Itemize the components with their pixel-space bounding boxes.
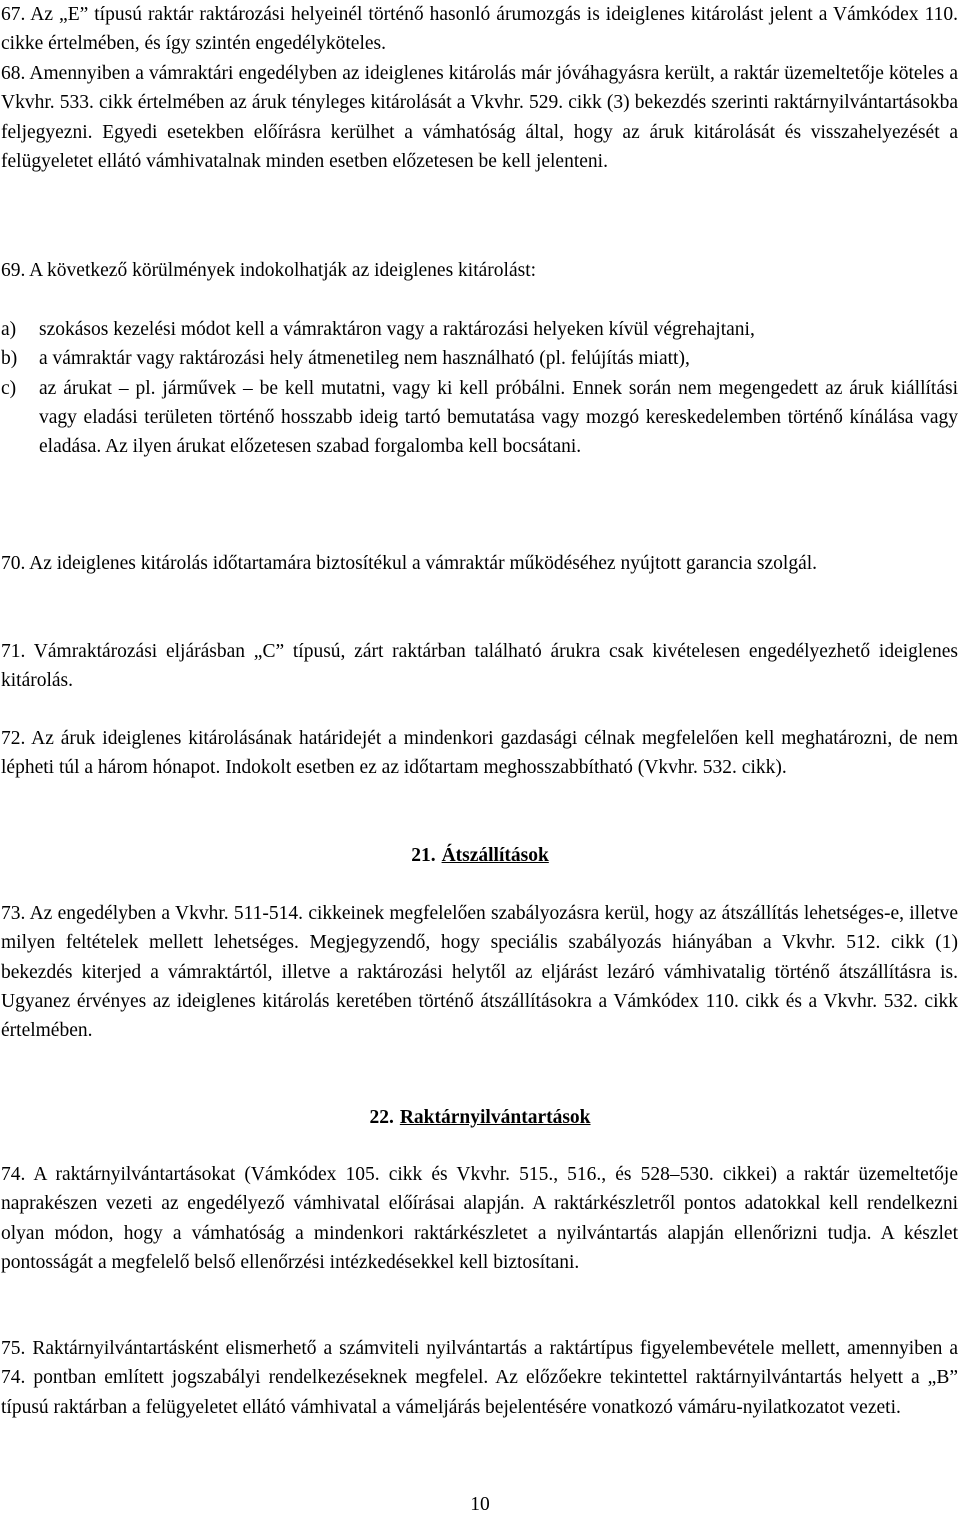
section-title: Raktárnyilvántartások	[399, 1107, 591, 1128]
section-heading-21	[0, 841, 960, 870]
list-item-label: b)	[1, 348, 18, 370]
section-heading-22	[0, 1103, 960, 1132]
section-number: 21.	[411, 845, 436, 866]
section-title: Átszállítások	[441, 845, 549, 866]
paragraph-73: 73. Az engedélyben a Vkvhr. 511-514. cikkeinek megfelelően szabályozásra kerül, hogy az átszállítás lehetséges-e, illetve milyen feltételek mellett lehetséges. Megjegyzendő, hogy speciális szabályozás hiányában a Vkvhr. 512. cikk (1) bekezdés kiterjed a vámraktártól, illetve a raktározási helytől az eljárást lezáró vámhivatalig történő átszállításra is. Ugyanez érvényes az ideiglenes kitárolás keretében történő átszállításokra a Vámkódex 110. cikk és a Vkvhr. 532. cikk értelmében.	[1, 903, 958, 1042]
paragraph-69: 69. A következő körülmények indokolhatják az ideiglenes kitárolást:	[1, 260, 537, 281]
list-item	[1, 315, 958, 344]
paragraph-71: 71. Vámraktározási eljárásban „C” típusú, zárt raktárban található árukra csak kivételesen engedélyezhető ideiglenes kitárolás.	[1, 641, 958, 692]
paragraph-74: 74. A raktárnyilvántartásokat (Vámkódex 105. cikk és Vkvhr. 515., 516., és 528–530. cikkei) a raktár üzemeltetője naprakészen vezeti az engedélyező vámhivatal előírásai alapján. A raktárkészletről pontos adatokkal kell rendelkezni olyan módon, hogy a vámhatóság a mindenkori raktárkészletet a nyilvántartás alapján ellenőrizni tudja. A készlet pontosságát a megfelelő belső ellenőrzési intézkedésekkel kell biztosítani.	[1, 1164, 958, 1273]
paragraph-72: 72. Az áruk ideiglenes kitárolásának határidejét a mindenkori gazdasági célnak megfelelően kell meghatározni, de nem lépheti túl a három hónapot. Indokolt esetben ez az időtartam meghosszabbítható (Vkvhr. 532. cikk).	[1, 728, 958, 779]
list-item	[1, 374, 958, 462]
paragraph-75: 75. Raktárnyilvántartásként elismerhető a számviteli nyilvántartás a raktártípus figyelembevétele mellett, amennyiben a 74. pontban említett jogszabályi rendelkezéseknek megfelel. Az előzőekre tekintettel raktárnyilvántartás helyett a „B” típusú raktárban a felügyeletet ellátó vámhivatal a vámeljárás bejelentésére vonatkozó vámáru-nyilatkozatot vezeti.	[1, 1338, 958, 1418]
list-item	[1, 344, 958, 373]
section-number: 22.	[369, 1107, 394, 1128]
list-item-text: a vámraktár vagy raktározási hely átmenetileg nem használható (pl. felújítás miatt),	[39, 348, 690, 370]
page-number: 10	[470, 1494, 490, 1515]
list-item-text: szokásos kezelési módot kell a vámraktáron vagy a raktározási helyeken kívül végrehajtani,	[39, 319, 755, 340]
paragraph-70: 70. Az ideiglenes kitárolás időtartamára biztosítékul a vámraktár működéséhez nyújtott garancia szolgál.	[1, 553, 818, 574]
paragraph-68: 68. Amennyiben a vámraktári engedélyben az ideiglenes kitárolás már jóváhagyásra került, a raktár üzemeltetője köteles a Vkvhr. 533. cikk értelmében az áruk tényleges kitárolását a Vkvhr. 529. cikk (3) bekezdés szerinti raktárnyilvántartásokba feljegyezni. Egyedi esetekben előírásra kerülhet a vámhatóság által, hogy az áruk kitárolását és visszahelyezését a felügyeletet ellátó vámhivatalnak minden esetben előzetesen be kell jelenteni.	[1, 63, 958, 172]
list-item-text: az árukat – pl. járművek – be kell mutatni, vagy ki kell próbálni. Ennek során nem megengedett az áruk kiállítási vagy eladási területen történő hosszabb ideig tartó bemutatása vagy mozgó kereskedelemben történő kínálása vagy eladása. Az ilyen árukat előzetesen szabad forgalomba kell bocsátani.	[39, 377, 958, 458]
list-item-label: a)	[1, 319, 17, 340]
circumstances-list	[1, 315, 958, 461]
paragraph-67: 67. Az „E” típusú raktár raktározási helyeinél történő hasonló árumozgás is ideiglenes kitárolást jelent a Vámkódex 110. cikke értelmében, és így szintén engedélyköteles.	[1, 4, 958, 55]
list-item-label: c)	[1, 377, 17, 399]
